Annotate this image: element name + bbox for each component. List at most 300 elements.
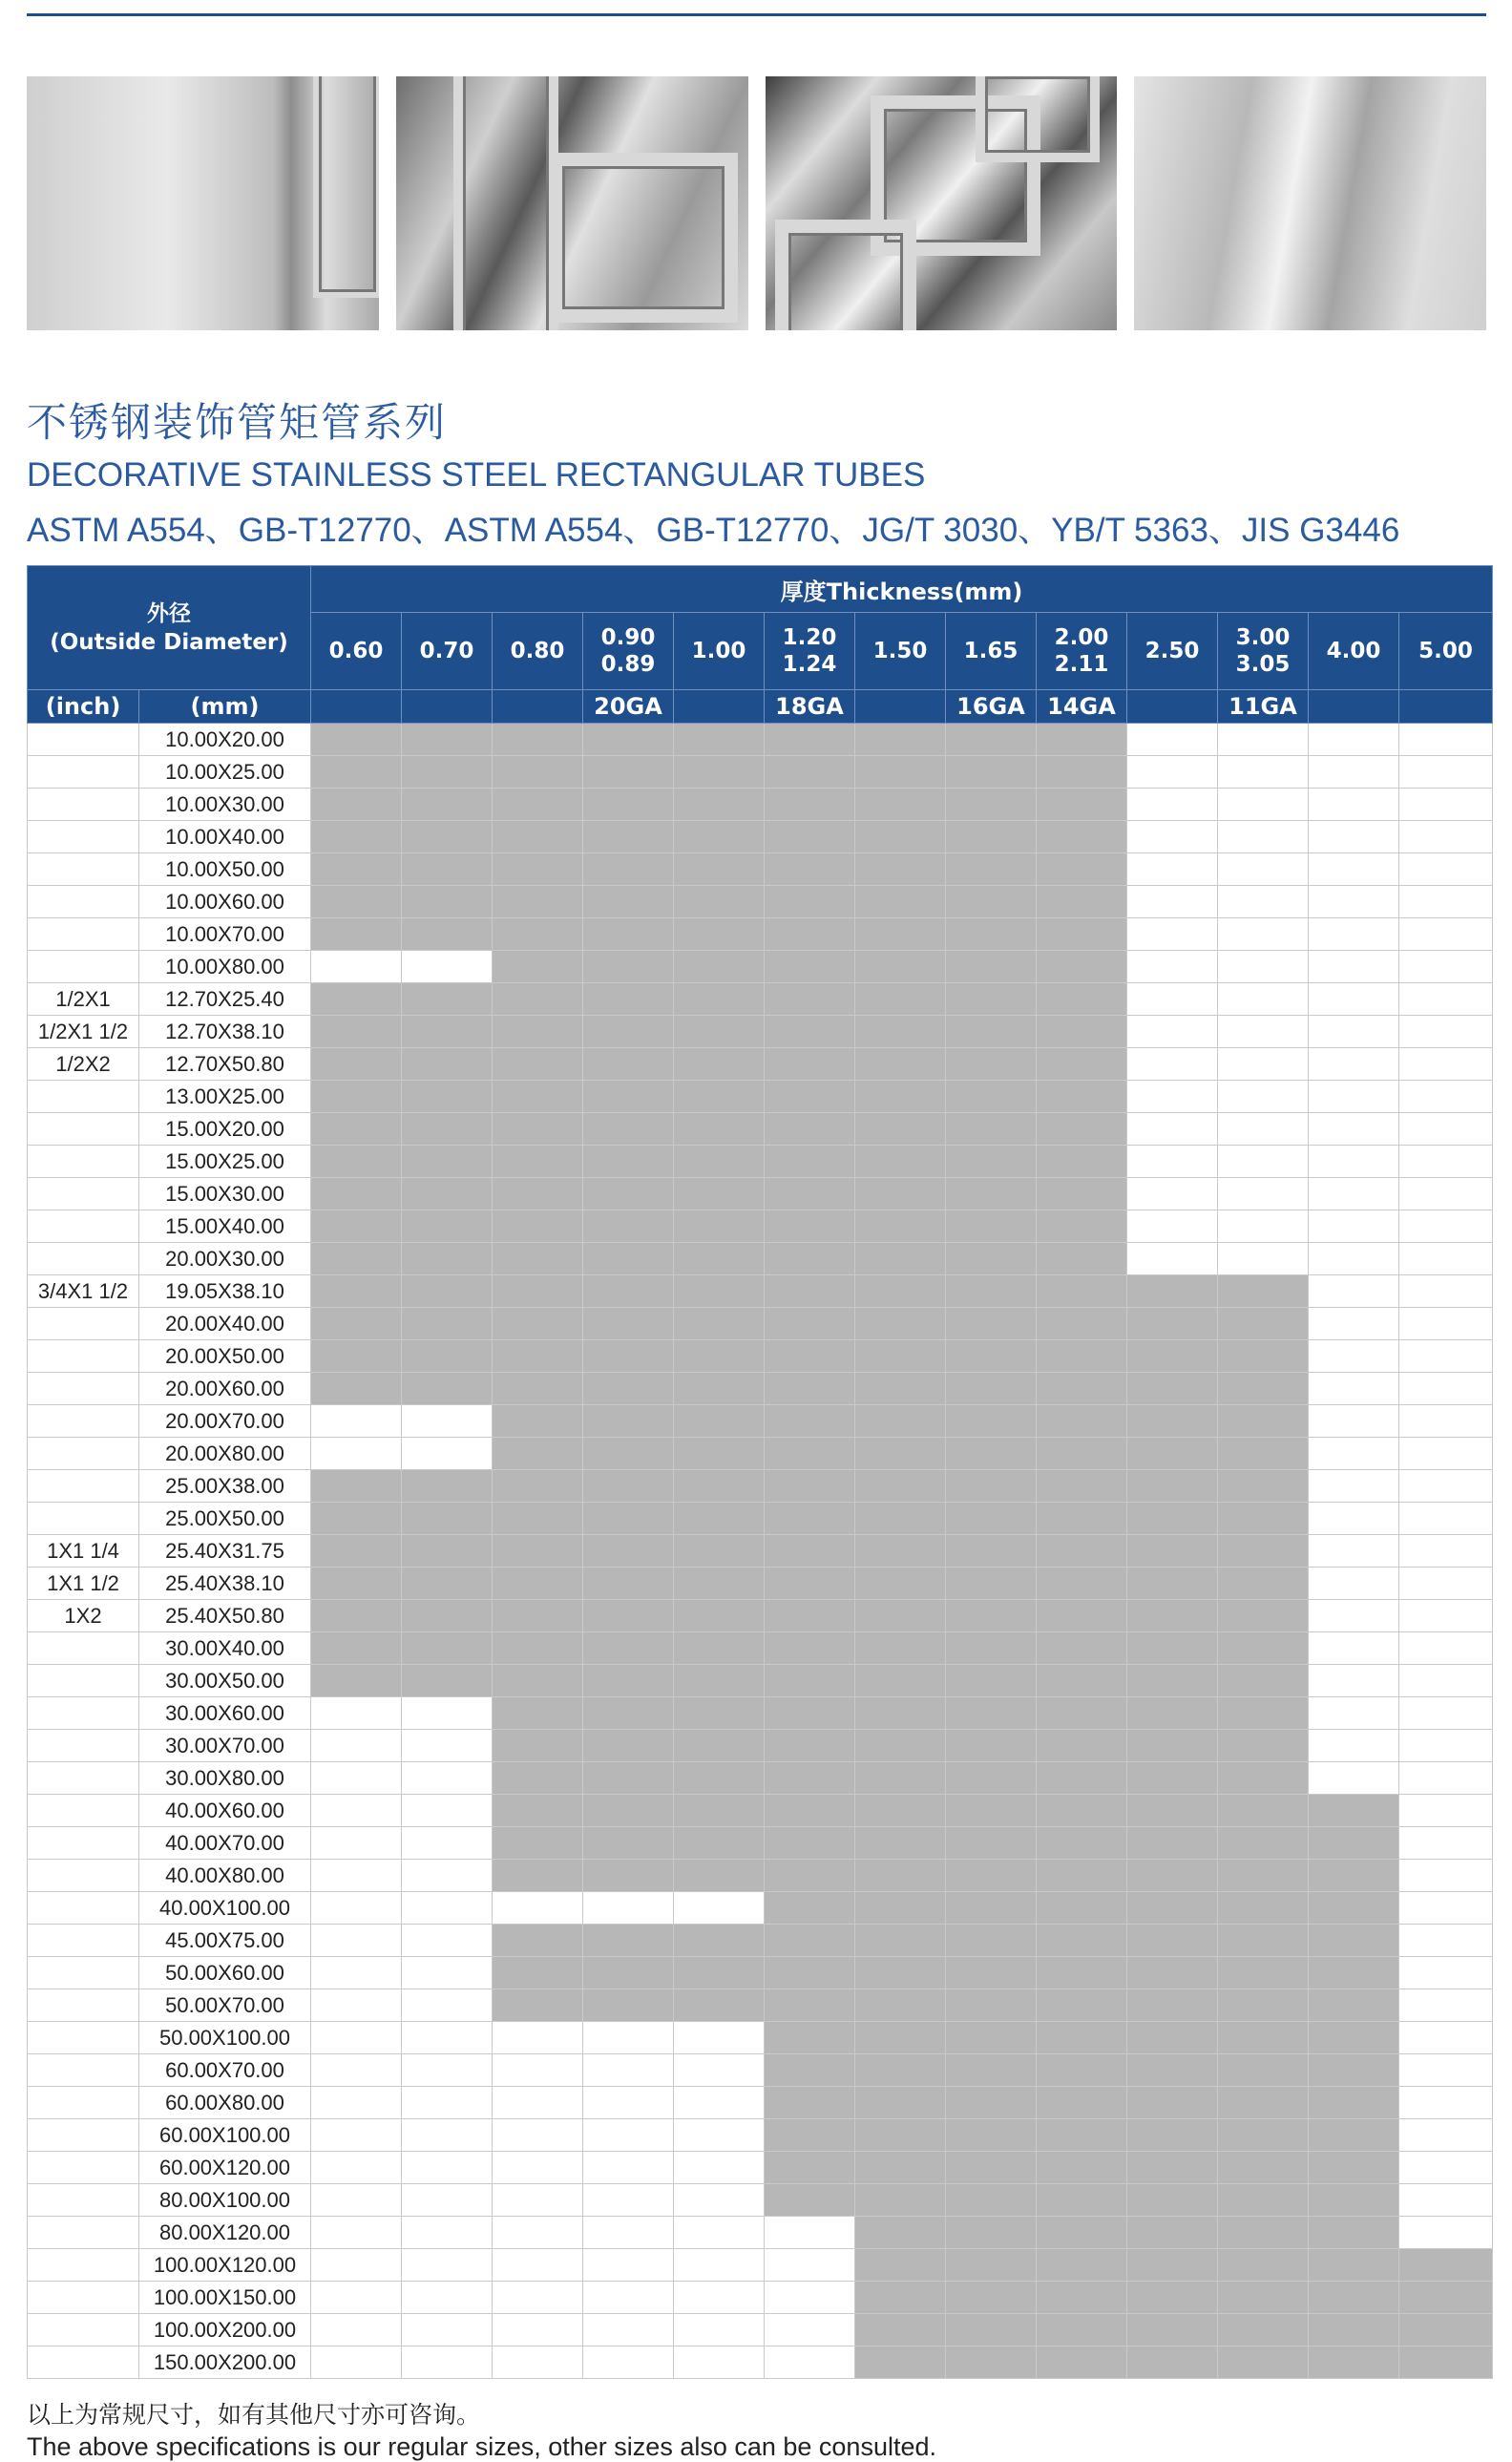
availability-cell-available bbox=[1218, 1568, 1309, 1600]
table-row bbox=[28, 886, 1493, 918]
availability-cell-available bbox=[1127, 2054, 1218, 2087]
size-inch bbox=[28, 1470, 139, 1503]
availability-cell-available bbox=[855, 1373, 946, 1405]
availability-cell-empty bbox=[402, 2152, 493, 2184]
thickness-col-header bbox=[946, 613, 1037, 690]
availability-cell-available bbox=[311, 789, 402, 821]
availability-cell-empty bbox=[1399, 1405, 1493, 1438]
table-row bbox=[28, 1373, 1493, 1405]
spec-table bbox=[27, 565, 1493, 2379]
size-mm: 15.00X30.00 bbox=[139, 1178, 311, 1210]
availability-cell-empty bbox=[1399, 1016, 1493, 1048]
availability-cell-available bbox=[1037, 1470, 1127, 1503]
availability-cell-available bbox=[493, 1827, 583, 1860]
availability-cell-empty bbox=[1309, 1438, 1399, 1470]
availability-cell-available bbox=[1037, 2249, 1127, 2282]
availability-cell-available bbox=[493, 789, 583, 821]
availability-cell-empty bbox=[402, 2217, 493, 2249]
availability-cell-available bbox=[855, 2217, 946, 2249]
availability-cell-empty bbox=[583, 2249, 674, 2282]
availability-cell-empty bbox=[1309, 1535, 1399, 1568]
availability-cell-empty bbox=[1127, 789, 1218, 821]
availability-cell-available bbox=[946, 1568, 1037, 1600]
availability-cell-empty bbox=[1127, 951, 1218, 983]
availability-cell-available bbox=[1127, 1503, 1218, 1535]
size-inch bbox=[28, 756, 139, 789]
availability-cell-available bbox=[493, 1340, 583, 1373]
availability-cell-available bbox=[674, 886, 765, 918]
table-row bbox=[28, 1113, 1493, 1146]
size-mm: 13.00X25.00 bbox=[139, 1081, 311, 1113]
availability-cell-available bbox=[493, 1665, 583, 1697]
availability-cell-empty bbox=[583, 1892, 674, 1925]
thickness-col-header bbox=[311, 613, 402, 690]
size-mm: 12.70X25.40 bbox=[139, 983, 311, 1016]
availability-cell-available bbox=[674, 1535, 765, 1568]
mm-column-header: (mm) bbox=[139, 690, 311, 724]
availability-cell-empty bbox=[583, 2054, 674, 2087]
availability-cell-available bbox=[493, 724, 583, 756]
availability-cell-available bbox=[402, 1178, 493, 1210]
availability-cell-available bbox=[765, 1210, 855, 1243]
availability-cell-empty bbox=[1309, 1210, 1399, 1243]
table-row bbox=[28, 2184, 1493, 2217]
availability-cell-available bbox=[1309, 1827, 1399, 1860]
availability-cell-empty bbox=[1127, 853, 1218, 886]
availability-cell-empty bbox=[402, 1827, 493, 1860]
gauge-cell bbox=[1127, 690, 1218, 724]
thickness-value: 2.50 bbox=[1144, 639, 1200, 663]
availability-cell-available bbox=[1127, 1632, 1218, 1665]
availability-cell-empty bbox=[1399, 1308, 1493, 1340]
availability-cell-available bbox=[1037, 1016, 1127, 1048]
availability-cell-available bbox=[946, 2217, 1037, 2249]
availability-cell-empty bbox=[1127, 756, 1218, 789]
availability-cell-available bbox=[1218, 1795, 1309, 1827]
availability-cell-empty bbox=[493, 2022, 583, 2054]
size-mm: 100.00X120.00 bbox=[139, 2249, 311, 2282]
availability-cell-empty bbox=[1218, 1243, 1309, 1275]
availability-cell-available bbox=[855, 2119, 946, 2152]
size-inch bbox=[28, 1860, 139, 1892]
availability-cell-empty bbox=[583, 2184, 674, 2217]
availability-cell-available bbox=[674, 1827, 765, 1860]
availability-cell-empty bbox=[1127, 1210, 1218, 1243]
availability-cell-available bbox=[493, 1632, 583, 1665]
availability-cell-available bbox=[765, 1243, 855, 1275]
availability-cell-available bbox=[674, 951, 765, 983]
availability-cell-available bbox=[946, 1795, 1037, 1827]
thickness-value-alt: 3.05 bbox=[1235, 652, 1291, 677]
availability-cell-available bbox=[311, 853, 402, 886]
availability-cell-empty bbox=[1309, 1762, 1399, 1795]
table-row bbox=[28, 1178, 1493, 1210]
top-rule bbox=[27, 13, 1486, 16]
availability-cell-available bbox=[583, 724, 674, 756]
availability-cell-empty bbox=[583, 2119, 674, 2152]
size-inch bbox=[28, 1989, 139, 2022]
availability-cell-empty bbox=[402, 2282, 493, 2314]
availability-cell-available bbox=[674, 1438, 765, 1470]
availability-cell-available bbox=[583, 1730, 674, 1762]
availability-cell-available bbox=[674, 821, 765, 853]
availability-cell-available bbox=[402, 1535, 493, 1568]
table-row bbox=[28, 1048, 1493, 1081]
size-inch: 1X2 bbox=[28, 1600, 139, 1632]
availability-cell-available bbox=[402, 983, 493, 1016]
availability-cell-available bbox=[402, 789, 493, 821]
size-inch bbox=[28, 2282, 139, 2314]
availability-cell-empty bbox=[493, 2119, 583, 2152]
availability-cell-available bbox=[583, 1795, 674, 1827]
availability-cell-available bbox=[1037, 2346, 1127, 2379]
availability-cell-available bbox=[674, 983, 765, 1016]
availability-cell-empty bbox=[674, 2087, 765, 2119]
availability-cell-empty bbox=[1309, 1600, 1399, 1632]
size-mm: 30.00X40.00 bbox=[139, 1632, 311, 1665]
od-label-cn: 外径 bbox=[147, 600, 191, 626]
availability-cell-empty bbox=[765, 2217, 855, 2249]
size-mm: 30.00X50.00 bbox=[139, 1665, 311, 1697]
availability-cell-empty bbox=[1127, 886, 1218, 918]
availability-cell-available bbox=[1127, 1989, 1218, 2022]
product-photo-4 bbox=[1134, 76, 1486, 330]
thickness-value: 0.60 bbox=[328, 639, 384, 663]
availability-cell-available bbox=[946, 1665, 1037, 1697]
availability-cell-empty bbox=[1399, 918, 1493, 951]
table-row bbox=[28, 1308, 1493, 1340]
availability-cell-available bbox=[493, 1600, 583, 1632]
availability-cell-available bbox=[1037, 1243, 1127, 1275]
table-row bbox=[28, 1568, 1493, 1600]
size-inch bbox=[28, 1665, 139, 1697]
availability-cell-available bbox=[311, 1146, 402, 1178]
availability-cell-available bbox=[1309, 1860, 1399, 1892]
availability-cell-available bbox=[765, 1113, 855, 1146]
availability-cell-available bbox=[402, 1470, 493, 1503]
availability-cell-available bbox=[311, 1535, 402, 1568]
footer-note-en: The above specifications is our regular sizes, other sizes also can be consulted. bbox=[27, 2432, 937, 2461]
table-row bbox=[28, 2346, 1493, 2379]
availability-cell-available bbox=[402, 1503, 493, 1535]
availability-cell-available bbox=[583, 1243, 674, 1275]
availability-cell-available bbox=[946, 2152, 1037, 2184]
availability-cell-empty bbox=[311, 1697, 402, 1730]
size-inch bbox=[28, 918, 139, 951]
availability-cell-available bbox=[855, 756, 946, 789]
availability-cell-available bbox=[855, 1243, 946, 1275]
availability-cell-empty bbox=[1399, 1989, 1493, 2022]
thickness-col-header bbox=[402, 613, 493, 690]
table-row bbox=[28, 1989, 1493, 2022]
availability-cell-empty bbox=[1127, 918, 1218, 951]
availability-cell-empty bbox=[1218, 1178, 1309, 1210]
availability-cell-available bbox=[1037, 1146, 1127, 1178]
availability-cell-empty bbox=[583, 2282, 674, 2314]
availability-cell-available bbox=[855, 1632, 946, 1665]
availability-cell-empty bbox=[1309, 1665, 1399, 1697]
availability-cell-available bbox=[674, 1275, 765, 1308]
size-mm: 80.00X120.00 bbox=[139, 2217, 311, 2249]
availability-cell-empty bbox=[1218, 918, 1309, 951]
availability-cell-available bbox=[1037, 1600, 1127, 1632]
availability-cell-empty bbox=[674, 2282, 765, 2314]
availability-cell-available bbox=[855, 1925, 946, 1957]
availability-cell-available bbox=[674, 1503, 765, 1535]
availability-cell-available bbox=[765, 1632, 855, 1665]
availability-cell-available bbox=[765, 1405, 855, 1438]
availability-cell-empty bbox=[402, 1957, 493, 1989]
availability-cell-available bbox=[1309, 2314, 1399, 2346]
availability-cell-available bbox=[583, 1048, 674, 1081]
availability-cell-available bbox=[1399, 2346, 1493, 2379]
availability-cell-empty bbox=[1309, 1081, 1399, 1113]
size-inch bbox=[28, 1762, 139, 1795]
availability-cell-available bbox=[855, 2022, 946, 2054]
availability-cell-available bbox=[402, 1373, 493, 1405]
table-row bbox=[28, 2087, 1493, 2119]
table-row bbox=[28, 1957, 1493, 1989]
gauge-cell: 11GA bbox=[1218, 690, 1309, 724]
availability-cell-available bbox=[1037, 2217, 1127, 2249]
availability-cell-available bbox=[493, 1697, 583, 1730]
availability-cell-available bbox=[311, 1081, 402, 1113]
availability-cell-available bbox=[765, 1957, 855, 1989]
availability-cell-empty bbox=[1399, 1860, 1493, 1892]
availability-cell-empty bbox=[674, 2022, 765, 2054]
od-label-en: (Outside Diameter) bbox=[50, 629, 288, 655]
availability-cell-available bbox=[855, 821, 946, 853]
availability-cell-available bbox=[1218, 1989, 1309, 2022]
availability-cell-available bbox=[1037, 1405, 1127, 1438]
availability-cell-available bbox=[765, 1697, 855, 1730]
size-mm: 10.00X25.00 bbox=[139, 756, 311, 789]
availability-cell-empty bbox=[311, 2184, 402, 2217]
availability-cell-available bbox=[946, 1925, 1037, 1957]
availability-cell-available bbox=[583, 1957, 674, 1989]
availability-cell-available bbox=[1037, 951, 1127, 983]
availability-cell-available bbox=[1037, 1210, 1127, 1243]
availability-cell-empty bbox=[1399, 1275, 1493, 1308]
availability-cell-available bbox=[1127, 1568, 1218, 1600]
availability-cell-available bbox=[765, 1503, 855, 1535]
availability-cell-empty bbox=[1399, 853, 1493, 886]
availability-cell-available bbox=[1037, 853, 1127, 886]
availability-cell-available bbox=[402, 1308, 493, 1340]
availability-cell-empty bbox=[311, 1925, 402, 1957]
availability-cell-empty bbox=[674, 2184, 765, 2217]
availability-cell-available bbox=[1127, 1275, 1218, 1308]
availability-cell-available bbox=[1218, 2346, 1309, 2379]
availability-cell-available bbox=[765, 1665, 855, 1697]
availability-cell-available bbox=[1037, 1989, 1127, 2022]
title-english: DECORATIVE STAINLESS STEEL RECTANGULAR TUBES bbox=[27, 456, 926, 494]
availability-cell-available bbox=[1309, 2184, 1399, 2217]
thickness-col-header bbox=[1127, 613, 1218, 690]
thickness-col-header bbox=[855, 613, 946, 690]
availability-cell-empty bbox=[1399, 1795, 1493, 1827]
availability-cell-available bbox=[402, 1568, 493, 1600]
size-inch bbox=[28, 2054, 139, 2087]
availability-cell-available bbox=[1127, 1730, 1218, 1762]
availability-cell-empty bbox=[1399, 2022, 1493, 2054]
thickness-value: 3.00 bbox=[1235, 625, 1291, 650]
availability-cell-empty bbox=[402, 2346, 493, 2379]
availability-cell-available bbox=[1037, 1275, 1127, 1308]
size-inch bbox=[28, 2022, 139, 2054]
size-mm: 15.00X40.00 bbox=[139, 1210, 311, 1243]
availability-cell-available bbox=[493, 756, 583, 789]
availability-cell-available bbox=[583, 951, 674, 983]
availability-cell-available bbox=[765, 1048, 855, 1081]
availability-cell-empty bbox=[311, 2282, 402, 2314]
availability-cell-available bbox=[1037, 1568, 1127, 1600]
availability-cell-available bbox=[493, 951, 583, 983]
availability-cell-empty bbox=[493, 2346, 583, 2379]
availability-cell-available bbox=[1037, 1762, 1127, 1795]
availability-cell-available bbox=[765, 1275, 855, 1308]
thickness-value: 1.50 bbox=[872, 639, 928, 663]
availability-cell-empty bbox=[1399, 1925, 1493, 1957]
availability-cell-available bbox=[1037, 1535, 1127, 1568]
table-row bbox=[28, 2314, 1493, 2346]
size-mm: 10.00X40.00 bbox=[139, 821, 311, 853]
availability-cell-available bbox=[1037, 1178, 1127, 1210]
availability-cell-empty bbox=[583, 2217, 674, 2249]
availability-cell-empty bbox=[583, 2314, 674, 2346]
availability-cell-available bbox=[1218, 1632, 1309, 1665]
size-mm: 100.00X150.00 bbox=[139, 2282, 311, 2314]
availability-cell-available bbox=[946, 2119, 1037, 2152]
availability-cell-available bbox=[1127, 2184, 1218, 2217]
size-mm: 10.00X70.00 bbox=[139, 918, 311, 951]
size-inch bbox=[28, 789, 139, 821]
availability-cell-empty bbox=[1399, 724, 1493, 756]
availability-cell-empty bbox=[1127, 1016, 1218, 1048]
availability-cell-empty bbox=[1309, 918, 1399, 951]
gauge-cell: 14GA bbox=[1037, 690, 1127, 724]
availability-cell-available bbox=[855, 1730, 946, 1762]
availability-cell-available bbox=[402, 1146, 493, 1178]
gauge-cell bbox=[1399, 690, 1493, 724]
size-inch bbox=[28, 724, 139, 756]
table-row bbox=[28, 756, 1493, 789]
availability-cell-empty bbox=[402, 1860, 493, 1892]
availability-cell-available bbox=[855, 983, 946, 1016]
table-row bbox=[28, 1600, 1493, 1632]
availability-cell-available bbox=[674, 1016, 765, 1048]
availability-cell-empty bbox=[1309, 1016, 1399, 1048]
availability-cell-available bbox=[1309, 1989, 1399, 2022]
availability-cell-empty bbox=[1399, 821, 1493, 853]
availability-cell-available bbox=[1309, 2054, 1399, 2087]
availability-cell-available bbox=[311, 1340, 402, 1373]
size-inch: 1X1 1/2 bbox=[28, 1568, 139, 1600]
availability-cell-available bbox=[1037, 1795, 1127, 1827]
availability-cell-empty bbox=[1309, 1503, 1399, 1535]
availability-cell-available bbox=[674, 1730, 765, 1762]
availability-cell-empty bbox=[1127, 1243, 1218, 1275]
availability-cell-empty bbox=[1399, 756, 1493, 789]
availability-cell-available bbox=[946, 1600, 1037, 1632]
availability-cell-available bbox=[1037, 1438, 1127, 1470]
availability-cell-available bbox=[1399, 2314, 1493, 2346]
availability-cell-available bbox=[311, 1210, 402, 1243]
availability-cell-available bbox=[765, 886, 855, 918]
availability-cell-available bbox=[946, 1860, 1037, 1892]
availability-cell-empty bbox=[1399, 1178, 1493, 1210]
thickness-value-alt: 0.89 bbox=[600, 652, 656, 677]
table-row bbox=[28, 1665, 1493, 1697]
table-row bbox=[28, 2152, 1493, 2184]
availability-cell-available bbox=[493, 1113, 583, 1146]
size-mm: 20.00X70.00 bbox=[139, 1405, 311, 1438]
availability-cell-available bbox=[1218, 2249, 1309, 2282]
availability-cell-available bbox=[855, 1048, 946, 1081]
size-inch bbox=[28, 1827, 139, 1860]
availability-cell-available bbox=[402, 1275, 493, 1308]
availability-cell-available bbox=[583, 789, 674, 821]
availability-cell-empty bbox=[1127, 1048, 1218, 1081]
availability-cell-empty bbox=[765, 2314, 855, 2346]
availability-cell-available bbox=[946, 2054, 1037, 2087]
size-mm: 25.00X38.00 bbox=[139, 1470, 311, 1503]
availability-cell-empty bbox=[402, 1730, 493, 1762]
availability-cell-available bbox=[946, 2022, 1037, 2054]
availability-cell-available bbox=[855, 2054, 946, 2087]
availability-cell-empty bbox=[674, 2314, 765, 2346]
size-mm: 10.00X20.00 bbox=[139, 724, 311, 756]
availability-cell-available bbox=[674, 1178, 765, 1210]
availability-cell-available bbox=[1127, 1340, 1218, 1373]
availability-cell-available bbox=[674, 1860, 765, 1892]
availability-cell-available bbox=[855, 1016, 946, 1048]
availability-cell-available bbox=[674, 1243, 765, 1275]
size-mm: 80.00X100.00 bbox=[139, 2184, 311, 2217]
availability-cell-available bbox=[946, 983, 1037, 1016]
table-row bbox=[28, 1438, 1493, 1470]
size-mm: 60.00X70.00 bbox=[139, 2054, 311, 2087]
availability-cell-available bbox=[946, 1048, 1037, 1081]
availability-cell-empty bbox=[1399, 1438, 1493, 1470]
availability-cell-empty bbox=[1127, 1081, 1218, 1113]
size-mm: 100.00X200.00 bbox=[139, 2314, 311, 2346]
availability-cell-available bbox=[946, 2184, 1037, 2217]
availability-cell-available bbox=[674, 1925, 765, 1957]
availability-cell-available bbox=[946, 1503, 1037, 1535]
availability-cell-empty bbox=[311, 1989, 402, 2022]
availability-cell-empty bbox=[493, 2217, 583, 2249]
availability-cell-empty bbox=[311, 2217, 402, 2249]
availability-cell-empty bbox=[765, 2249, 855, 2282]
availability-cell-available bbox=[493, 918, 583, 951]
availability-cell-available bbox=[1037, 1632, 1127, 1665]
availability-cell-empty bbox=[1399, 1243, 1493, 1275]
availability-cell-empty bbox=[1309, 724, 1399, 756]
size-inch bbox=[28, 2249, 139, 2282]
availability-cell-available bbox=[311, 1016, 402, 1048]
availability-cell-empty bbox=[493, 2282, 583, 2314]
gauge-cell bbox=[402, 690, 493, 724]
availability-cell-available bbox=[1037, 2087, 1127, 2119]
thickness-value: 5.00 bbox=[1418, 639, 1473, 663]
availability-cell-available bbox=[1127, 1827, 1218, 1860]
table-row bbox=[28, 951, 1493, 983]
size-mm: 150.00X200.00 bbox=[139, 2346, 311, 2379]
thickness-value: 1.65 bbox=[963, 639, 1018, 663]
availability-cell-available bbox=[583, 1146, 674, 1178]
product-photo-strip bbox=[27, 76, 1486, 330]
